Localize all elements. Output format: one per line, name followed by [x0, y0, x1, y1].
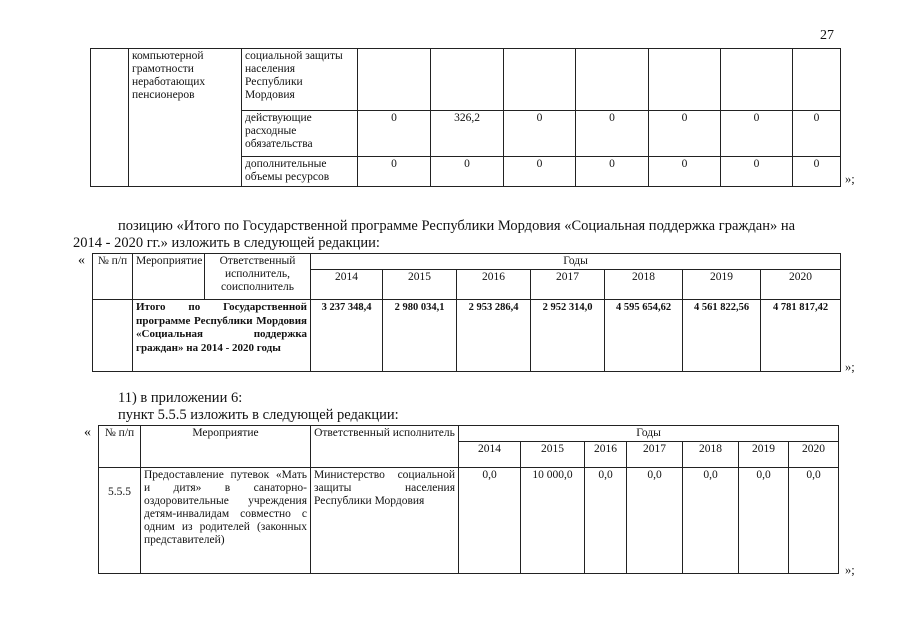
item-point: пункт 5.5.5 изложить в следующей редакции: [118, 407, 399, 423]
row-executor: Министерство социальной защиты населения Республики Мордовия [311, 468, 459, 574]
header-executor: Ответственный исполнитель, соисполнитель [205, 254, 311, 300]
header-years: Годы [311, 254, 841, 270]
header-num: № п/п [99, 426, 141, 468]
total-label: Итого по Государственной программе Республики Мордовия «Социальная поддержка граждан» на 2014 - 2020 годы [133, 300, 311, 372]
closing-quote-3: »; [845, 563, 855, 577]
activity-cell: компьютерной грамотности неработающих пенсионеров [129, 49, 242, 187]
header-activity: Мероприятие [141, 426, 311, 468]
page-number: 27 [820, 28, 834, 43]
open-quote-3: « [84, 425, 91, 440]
total-table: № п/п Мероприятие Ответственный исполнитель, соисполнитель Годы 2014 2015 2016 2017 2018 2019 2020 Итого по Государственной программе Республики Мордовия «Социальная поддержка граждан» на 2014 - 2020 годы 3 237 348,4 2 980 034,1 2 953 286,4 2 952 314,0 4 595 654,62 4 561 822,56 4 781 817,42 [92, 253, 841, 372]
header-years: Годы [459, 426, 839, 442]
closing-quote-2: »; [845, 360, 855, 374]
header-executor: Ответственный исполнитель [311, 426, 459, 468]
header-activity: Мероприятие [133, 254, 205, 300]
table-row: дополнительные объемы ресурсов 0 0 0 0 0 0 0 [91, 157, 841, 187]
table-row: действующие расходные обязательства 0 326,2 0 0 0 0 0 [91, 111, 841, 157]
header-num: № п/п [93, 254, 133, 300]
table-row: 5.5.5 Предоставление путевок «Мать и дитя» в санаторно-оздоровительные учреждения детям-инвалидам совместно с одним из родителей (законных представителей) Министерство социальной защиты населения Республики Мордовия 0,0 10 000,0 0,0 0,0 0,0 0,0 0,0 [99, 468, 839, 574]
paragraph-line: 2014 - 2020 гг.» изложить в следующей редакции: [73, 235, 380, 251]
point-table: № п/п Мероприятие Ответственный исполнитель Годы 2014 2015 2016 2017 2018 2019 2020 5.5.5 Предоставление путевок «Мать и дитя» в санаторно-оздоровительные учреждения детям-инвалидам совместно с одним из родителей (законных представителей) Министерство социальной защиты населения Республики Мордовия 0,0 10 000,0 0,0 0,0 0,0 0,0 0,0 [98, 425, 839, 574]
item-11: 11) в приложении 6: [118, 390, 243, 406]
continuation-table [90, 48, 841, 187]
table-row: Итого по Государственной программе Республики Мордовия «Социальная поддержка граждан» на 2014 - 2020 годы 3 237 348,4 2 980 034,1 2 953 286,4 2 952 314,0 4 595 654,62 4 561 822,56 4 781 817,42 [93, 300, 841, 372]
row-num: 5.5.5 [99, 468, 141, 574]
num-cell [91, 49, 129, 187]
paragraph-line: позицию «Итого по Государственной программе Республики Мордовия «Социальная поддержка граждан» на [118, 218, 796, 234]
open-quote-2: « [78, 253, 85, 268]
closing-quote-1: »; [845, 172, 855, 186]
row-activity: Предоставление путевок «Мать и дитя» в санаторно-оздоровительные учреждения детям-инвалидам совместно с одним из родителей (законных представителей) [141, 468, 311, 574]
executor-cell: социальной защиты населения Республики Мордовия [242, 49, 358, 111]
